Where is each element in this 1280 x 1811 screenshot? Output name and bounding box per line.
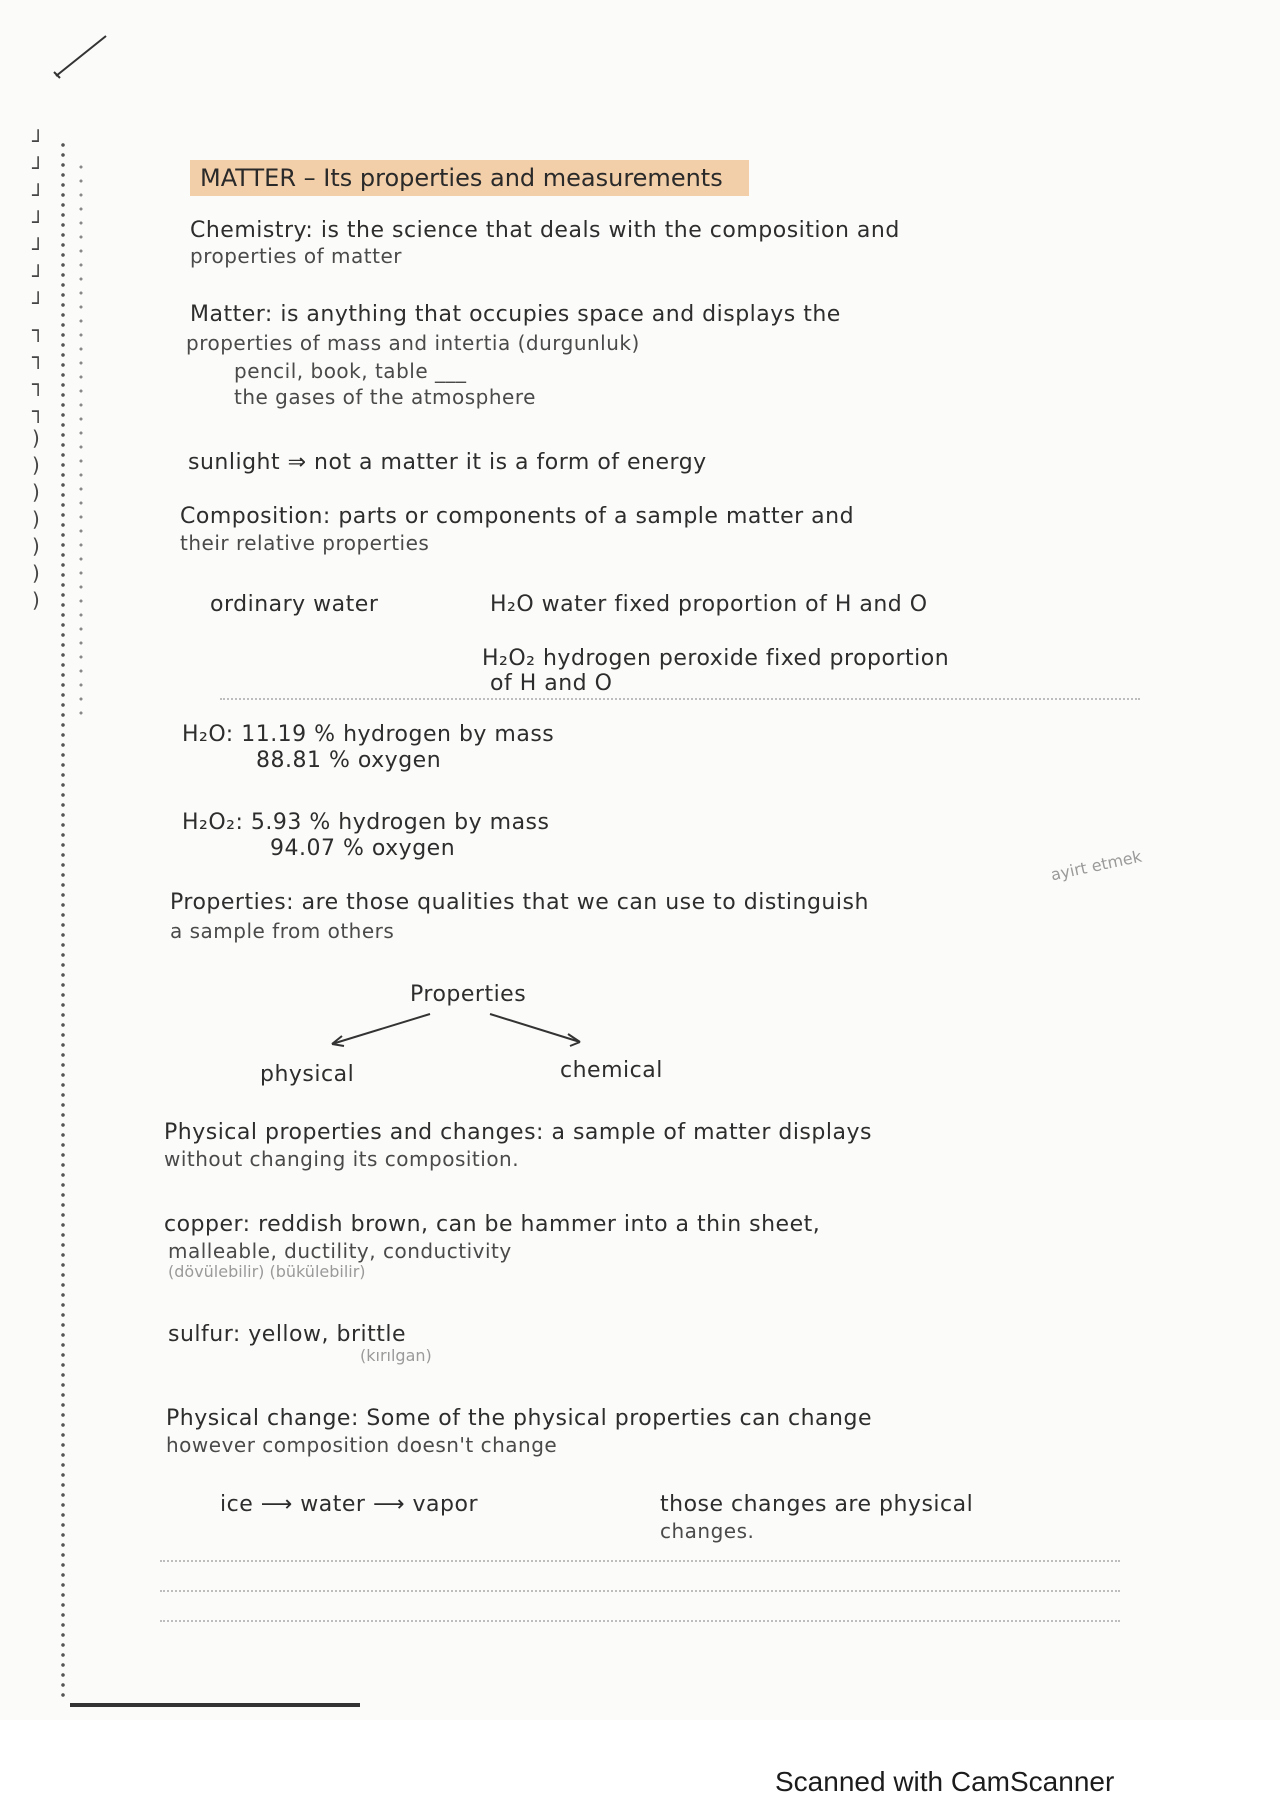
matter-example2: the gases of the atmosphere (234, 385, 536, 409)
matter-definition-line1: is anything that occupies space and displays the (280, 302, 841, 327)
perforation-dots-inner (78, 160, 84, 720)
dotted-line (160, 1620, 1120, 1624)
chemistry-definition-line1: is the science that deals with the composition and (320, 218, 900, 243)
bottom-rule (70, 1703, 360, 1707)
camscanner-footer: Scanned with CamScanner (775, 1766, 1115, 1797)
diagram-right-chemical: chemical (560, 1058, 663, 1083)
ordinary-water-label: ordinary water (210, 592, 379, 617)
h2o-hydrogen-mass: H₂O: 11.19 % hydrogen by mass (182, 722, 555, 747)
page-title: MATTER – Its properties and measurements (190, 160, 749, 196)
dotted-line (160, 1590, 1120, 1594)
matter-term: Matter: (190, 302, 273, 327)
chemistry-term: Chemistry: (190, 218, 314, 243)
h2o-oxygen-mass: 88.81 % oxygen (256, 748, 442, 773)
diagram-left-physical: physical (260, 1062, 355, 1087)
physical-term: Physical properties and changes: (164, 1120, 544, 1145)
state-vapor: vapor (412, 1492, 479, 1517)
h2o2-oxygen-mass: 94.07 % oxygen (270, 836, 456, 861)
copper-line1: copper: reddish brown, can be hammer into a thin sheet, (164, 1212, 821, 1237)
dotted-line (160, 1560, 1120, 1564)
sunlight-note: sunlight ⇒ not a matter it is a form of energy (188, 450, 707, 475)
state-ice: ice (220, 1492, 254, 1517)
matter-example1: pencil, book, table ___ (234, 359, 467, 383)
physical-definition-line1: a sample of matter displays (551, 1120, 872, 1145)
h2o-fixed-proportion: H₂O water fixed proportion of H and O (490, 592, 928, 617)
diagram-arrows (310, 1000, 610, 1060)
diagram-root: Properties (410, 982, 527, 1007)
spiral-binding (0, 0, 95, 1720)
dotted-line (220, 698, 1140, 702)
composition-definition-line2: their relative properties (180, 531, 430, 555)
physical-change-line1: Some of the physical properties can change (366, 1406, 872, 1431)
physical-change-term: Physical change: (166, 1406, 359, 1431)
matter-definition-line2: properties of mass and intertia (durgunluk) (186, 331, 640, 355)
sulfur-line2: (kırılgan) (360, 1346, 432, 1365)
physical-definition-line2: without changing its composition. (164, 1147, 520, 1171)
composition-definition-line1: parts or components of a sample matter and (338, 504, 855, 529)
h2o2-of-h-and-o: of H and O (490, 671, 613, 696)
copper-line2: malleable, ductility, conductivity (168, 1239, 512, 1263)
h2o2-fixed-proportion: H₂O₂ hydrogen peroxide fixed proportion (482, 646, 950, 671)
perforation-dots (60, 140, 66, 1700)
states-note-line2: changes. (660, 1519, 755, 1543)
copper-line3: (dövülebilir) (bükülebilir) (168, 1262, 366, 1281)
states-note-line1: those changes are physical (660, 1492, 974, 1517)
state-water: water (300, 1492, 366, 1517)
binding-hooks: ┘ ┘ ┘ ┘ ┘ ┘ ┘ ┐ ┐ ┐ ┐ ) ) ) ) ) ) ) (32, 129, 45, 612)
chemistry-definition-line2: properties of matter (190, 244, 403, 268)
arrow-right-icon: ⟶ (260, 1492, 301, 1517)
h2o2-hydrogen-mass: H₂O₂: 5.93 % hydrogen by mass (182, 810, 550, 835)
arrow-right-icon: ⟶ (372, 1492, 413, 1517)
composition-term: Composition: (180, 504, 331, 529)
properties-definition-line1: are those qualities that we can use to distinguish (301, 890, 869, 915)
physical-change-line2: however composition doesn't change (166, 1433, 558, 1457)
side-note: ayirt etmek (1049, 846, 1144, 885)
properties-definition-line2: a sample from others (170, 919, 395, 943)
sulfur-line1: sulfur: yellow, brittle (168, 1322, 407, 1347)
properties-term: Properties: (170, 890, 295, 915)
